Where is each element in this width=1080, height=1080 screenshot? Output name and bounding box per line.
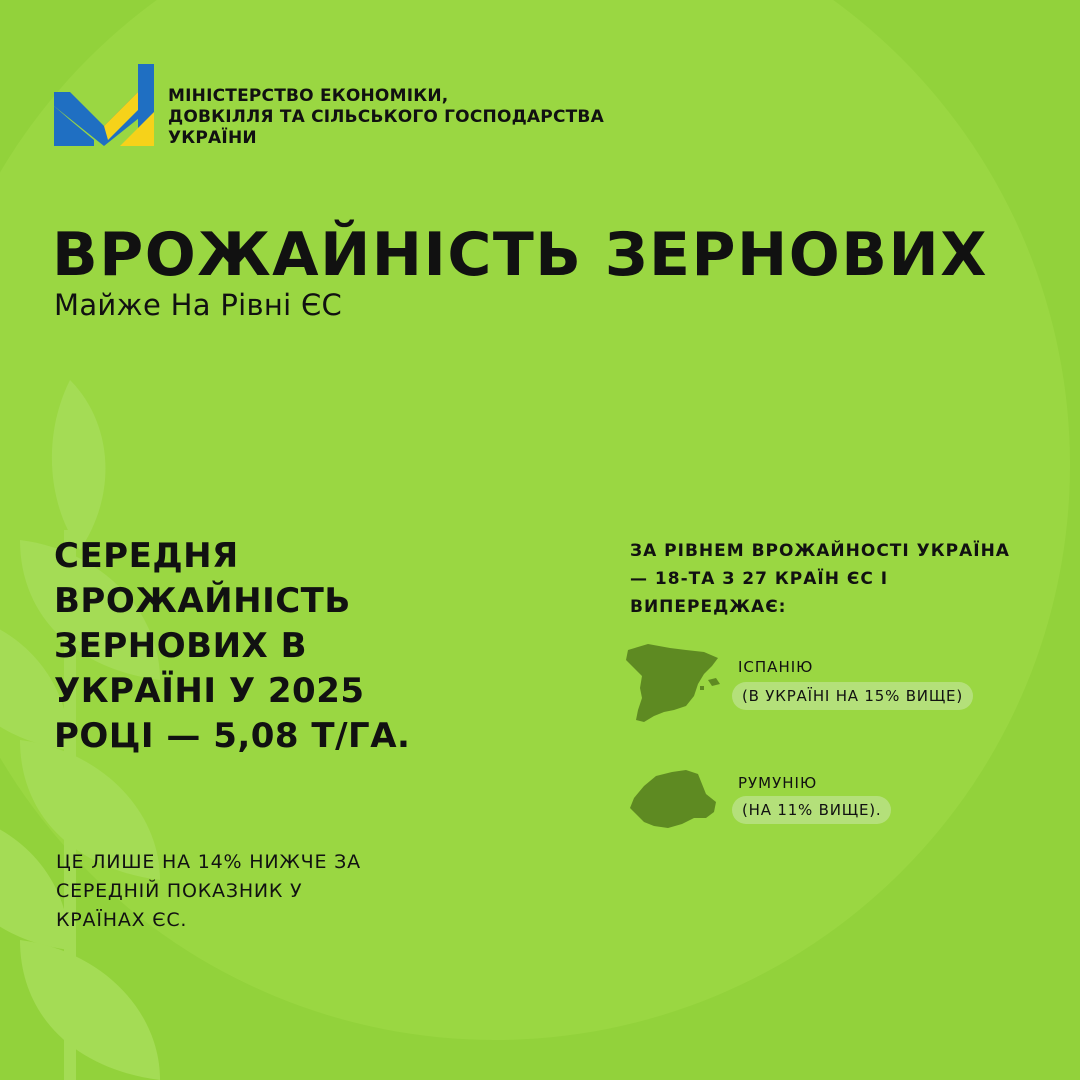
country-spain-badge: (В УКРАЇНІ НА 15% ВИЩЕ) — [732, 682, 973, 710]
page-title: ВРОЖАЙНІСТЬ ЗЕРНОВИХ — [52, 220, 988, 290]
eu-comparison-note: ЦЕ ЛИШЕ НА 14% НИЖЧЕ ЗА СЕРЕДНІЙ ПОКАЗНИК У КРАЇНАХ ЄС. — [56, 851, 361, 931]
ministry-line-3: УКРАЇНИ — [168, 128, 257, 148]
eu-rank-text: ЗА РІВНЕМ ВРОЖАЙНОСТІ УКРАЇНА — 18-ТА З 27 КРАЇН ЄС І ВИПЕРЕДЖАЄ: — [630, 541, 1010, 617]
yield-headline: СЕРЕДНЯ ВРОЖАЙНІСТЬ ЗЕРНОВИХ В УКРАЇНІ У 2025 РОЦІ — 5,08 Т/ГА. — [54, 536, 411, 756]
page-subtitle: Майже На Рівні ЄС — [54, 288, 343, 322]
romania-map-icon — [628, 768, 720, 832]
country-romania-badge: (НА 11% ВИЩЕ). — [732, 796, 891, 824]
ministry-line-1: МІНІСТЕРСТВО ЕКОНОМІКИ, — [168, 86, 449, 106]
spain-map-icon — [624, 640, 724, 724]
ministry-name — [168, 86, 604, 149]
country-spain-name: ІСПАНІЮ — [738, 658, 814, 676]
country-romania-name: РУМУНІЮ — [738, 774, 818, 792]
ministry-logo-icon — [54, 64, 154, 146]
ministry-line-2: ДОВКІЛЛЯ ТА СІЛЬСЬКОГО ГОСПОДАРСТВА — [168, 107, 604, 127]
